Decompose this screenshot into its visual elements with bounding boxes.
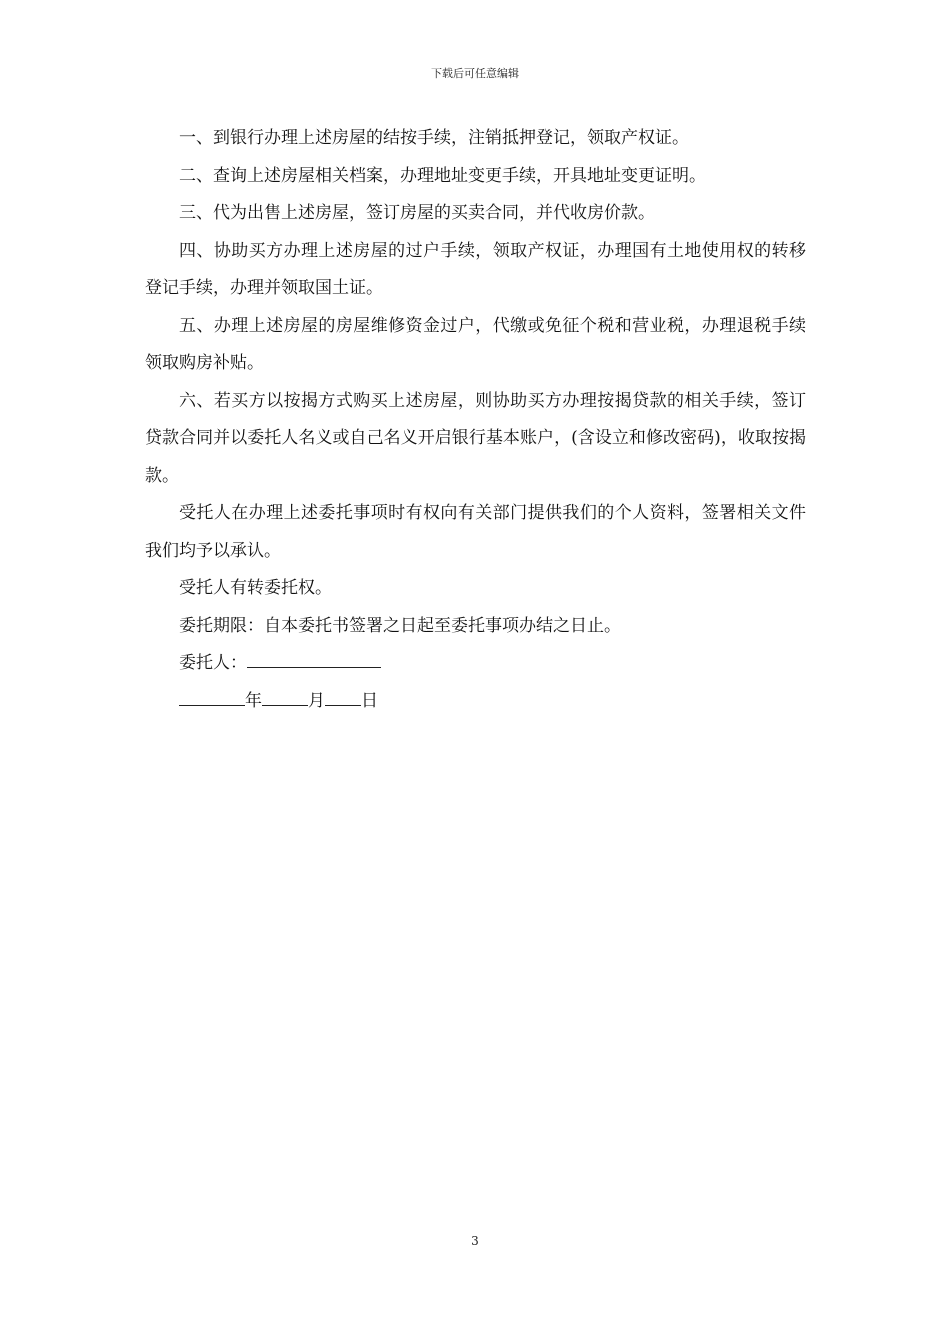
paragraph-term: 委托期限：自本委托书签署之日起至委托事项办结之日止。 [179, 615, 621, 636]
signature-line [145, 645, 806, 683]
year-label: 年 [245, 690, 262, 711]
paragraph-item-6: 六、若买方以按揭方式购买上述房屋，则协助买方办理按揭贷款的相关手续，签订贷款合同并以委托人名义或自己名义开启银行基本账户，(含设立和修改密码)，收取按揭款。 [145, 390, 806, 486]
day-label: 日 [361, 690, 378, 711]
paragraph-item-1: 一、到银行办理上述房屋的结按手续，注销抵押登记，领取产权证。 [179, 128, 689, 148]
document-body [145, 120, 806, 720]
date-line [145, 683, 806, 721]
paragraph-item-4: 四、协助买方办理上述房屋的过户手续，领取产权证，办理国有土地使用权的转移登记手续，办理并领取国土证。 [145, 240, 806, 298]
signature-blank[interactable] [247, 650, 381, 668]
day-blank[interactable] [325, 688, 361, 706]
paragraph-item-3: 三、代为出售上述房屋，签订房屋的买卖合同，并代收房价款。 [179, 203, 655, 223]
paragraph-item-2: 二、查询上述房屋相关档案，办理地址变更手续，开具地址变更证明。 [179, 165, 706, 186]
paragraph-subdelegation: 受托人有转委托权。 [179, 578, 332, 598]
year-blank[interactable] [179, 688, 245, 706]
signature-label: 委托人： [179, 653, 247, 673]
month-label: 月 [308, 690, 325, 711]
page-header: 下载后可任意编辑 [431, 67, 519, 80]
paragraph-acknowledgement: 受托人在办理上述委托事项时有权向有关部门提供我们的个人资料，签署相关文件我们均予以承认。 [145, 503, 806, 561]
page-number: 3 [471, 1234, 479, 1248]
month-blank[interactable] [262, 688, 308, 706]
paragraph-item-5: 五、办理上述房屋的房屋维修资金过户，代缴或免征个税和营业税，办理退税手续领取购房补贴。 [145, 315, 806, 373]
